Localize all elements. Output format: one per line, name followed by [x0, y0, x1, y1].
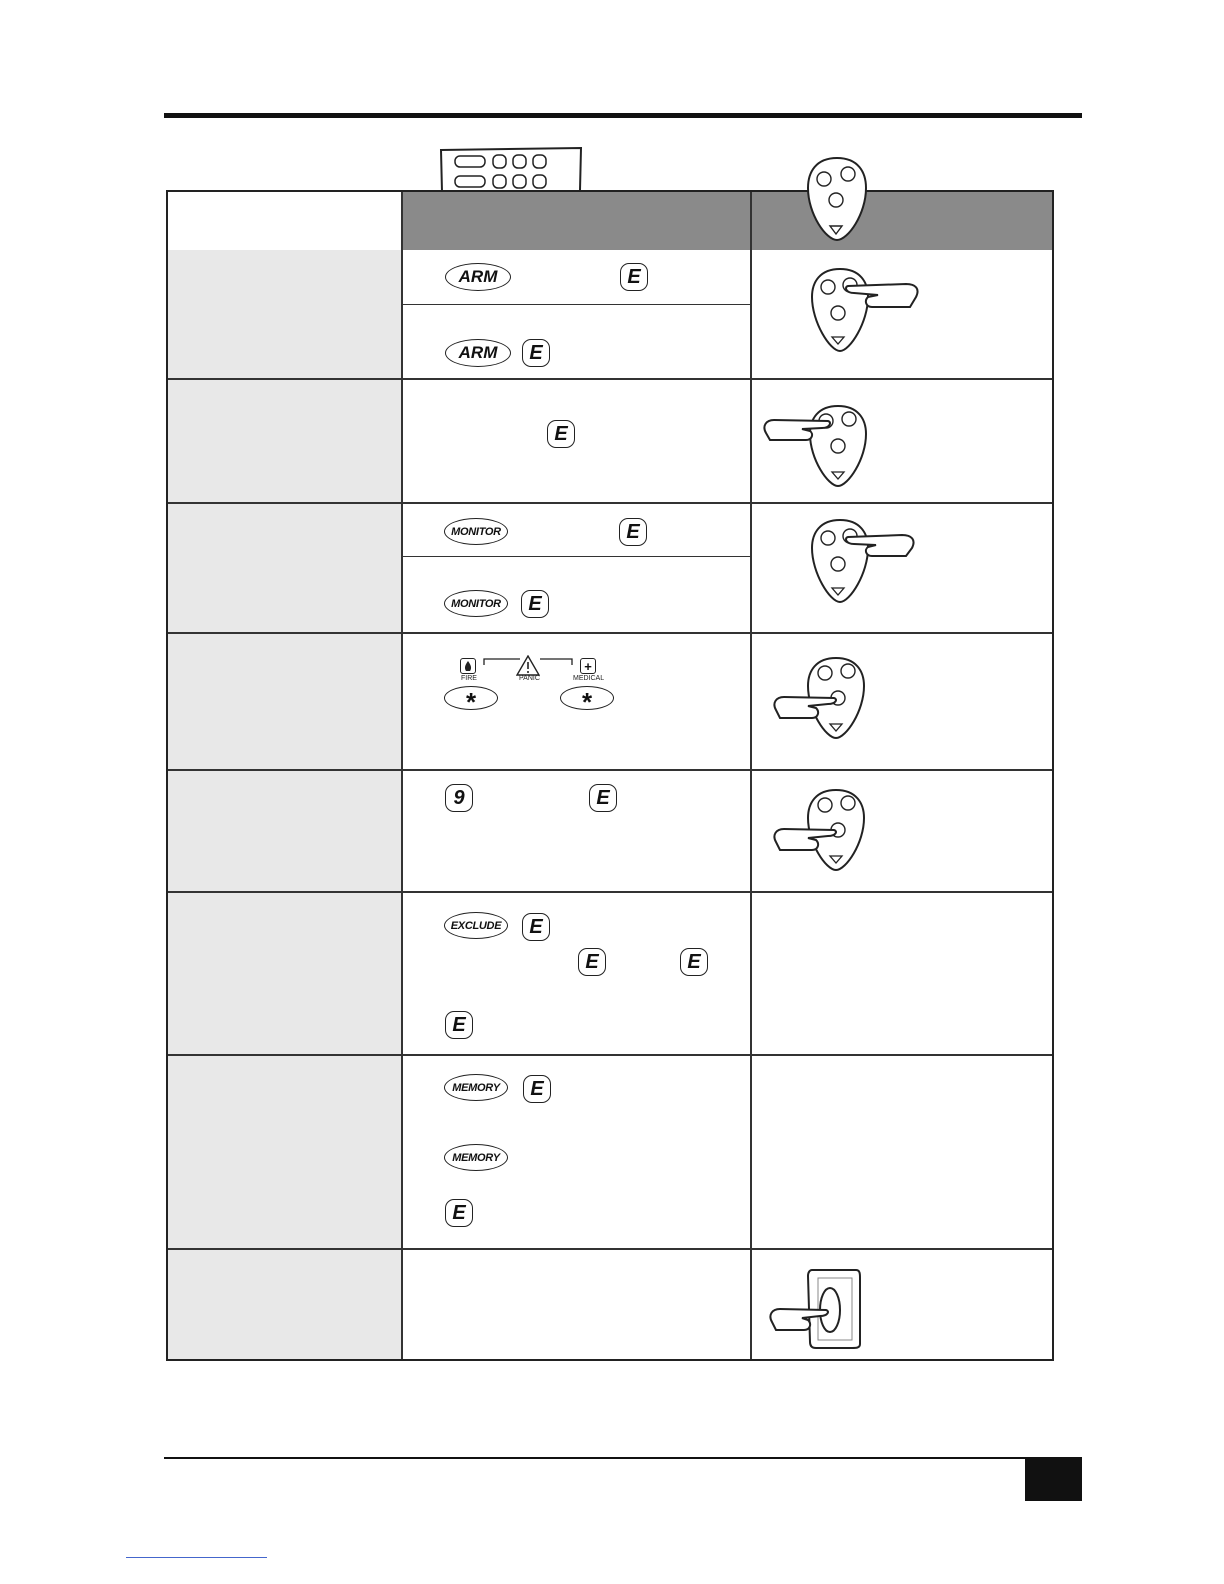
enter-key[interactable]: E [578, 948, 606, 976]
memory-key[interactable]: MEMORY [444, 1074, 508, 1101]
enter-key[interactable]: E [620, 263, 648, 291]
row-divider [168, 502, 1052, 504]
enter-key[interactable]: E [445, 1199, 473, 1227]
enter-key[interactable]: E [522, 913, 550, 941]
remote-press-panic-icon [772, 788, 866, 872]
top-rule [164, 113, 1082, 118]
monitor-key[interactable]: MONITOR [444, 518, 508, 545]
row-divider [168, 769, 1052, 771]
wall-panic-button-icon [768, 1266, 866, 1352]
enter-key[interactable]: E [521, 590, 549, 618]
medical-icon: + [580, 658, 596, 674]
row-divider [168, 1054, 1052, 1056]
column-divider [750, 192, 752, 1359]
function-label-column [168, 250, 402, 1359]
row-divider [168, 378, 1052, 380]
remote-press-panic-icon [772, 656, 866, 740]
star-key[interactable]: * [560, 686, 614, 710]
enter-key[interactable]: E [522, 339, 550, 367]
remote-icon [806, 156, 868, 242]
enter-key[interactable]: E [445, 1011, 473, 1039]
fire-icon [460, 658, 476, 674]
medical-label: MEDICAL [573, 675, 605, 682]
footer-link-underline [126, 1557, 267, 1558]
fire-label: FIRE [461, 675, 477, 682]
panic-label: PANIC [519, 675, 540, 682]
sub-row-divider [402, 304, 750, 305]
row-divider [168, 891, 1052, 893]
enter-key[interactable]: E [547, 420, 575, 448]
arm-key[interactable]: ARM [445, 263, 511, 291]
table-header-row [402, 192, 1052, 250]
nine-key[interactable]: 9 [445, 784, 473, 812]
sub-row-divider [402, 556, 750, 557]
enter-key[interactable]: E [619, 518, 647, 546]
row-divider [168, 1248, 1052, 1250]
row-divider [168, 632, 1052, 634]
memory-key[interactable]: MEMORY [444, 1144, 508, 1171]
remote-press-on-icon [810, 267, 926, 353]
page-number-box [1025, 1459, 1082, 1501]
panic-warning-icon [516, 655, 540, 676]
remote-press-off-icon [762, 404, 872, 488]
arm-key[interactable]: ARM [445, 339, 511, 367]
exclude-key[interactable]: EXCLUDE [444, 912, 508, 939]
enter-key[interactable]: E [680, 948, 708, 976]
monitor-key[interactable]: MONITOR [444, 590, 508, 617]
enter-key[interactable]: E [589, 784, 617, 812]
star-key[interactable]: * [444, 686, 498, 710]
enter-key[interactable]: E [523, 1075, 551, 1103]
remote-press-on-icon [810, 518, 920, 604]
column-divider [401, 192, 403, 1359]
bottom-rule [164, 1457, 1082, 1459]
